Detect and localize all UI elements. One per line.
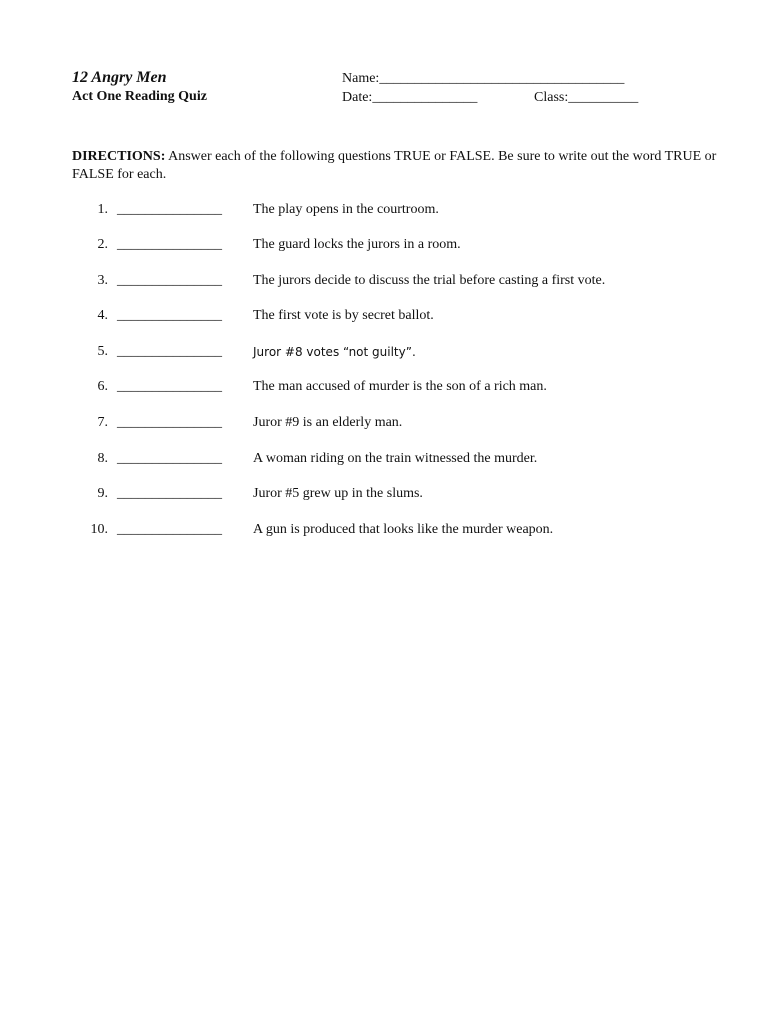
directions-paragraph (72, 148, 722, 184)
question-text: A gun is produced that looks like the murder weapon. (253, 522, 554, 537)
question-number: 5. (97, 344, 108, 359)
answer-blank[interactable]: _______________ (117, 308, 222, 323)
question-number: 10. (90, 522, 108, 537)
question-number: 9. (97, 486, 108, 501)
question-row (0, 449, 768, 469)
directions-label: DIRECTIONS: (72, 149, 166, 164)
question-text: The man accused of murder is the son of a rich man. (253, 379, 547, 394)
question-number: 3. (97, 273, 108, 288)
directions-text: Answer each of the following questions TRUE or FALSE. Be sure to write out the word TRUE or FALSE for each. (72, 149, 717, 182)
question-number: 4. (97, 308, 108, 323)
question-row (0, 413, 768, 433)
question-text: The first vote is by secret ballot. (253, 308, 434, 323)
answer-blank[interactable]: _______________ (117, 344, 222, 359)
question-number: 1. (97, 202, 108, 217)
question-row (0, 200, 768, 220)
question-text: Juror #5 grew up in the slums. (253, 486, 423, 501)
answer-blank[interactable]: _______________ (117, 379, 222, 394)
answer-blank[interactable]: _______________ (117, 202, 222, 217)
question-number: 8. (97, 451, 108, 466)
question-text: The play opens in the courtroom. (253, 202, 439, 217)
answer-blank[interactable]: _______________ (117, 486, 222, 501)
document-title: 12 Angry Men (72, 69, 167, 86)
answer-blank[interactable]: _______________ (117, 451, 222, 466)
question-text: A woman riding on the train witnessed the murder. (253, 451, 538, 466)
class-field[interactable]: Class:__________ (534, 90, 639, 105)
question-number: 6. (97, 379, 108, 394)
question-text: The guard locks the jurors in a room. (253, 237, 461, 252)
document-subtitle: Act One Reading Quiz (72, 89, 207, 104)
answer-blank[interactable]: _______________ (117, 273, 222, 288)
answer-blank[interactable]: _______________ (117, 415, 222, 430)
answer-blank[interactable]: _______________ (117, 237, 222, 252)
answer-blank[interactable]: _______________ (117, 522, 222, 537)
question-text: Juror #9 is an elderly man. (253, 415, 403, 430)
name-field[interactable]: Name:___________________________________ (342, 71, 625, 86)
question-row (0, 520, 768, 540)
question-row (0, 342, 768, 362)
question-row (0, 306, 768, 326)
date-field[interactable]: Date:_______________ (342, 90, 478, 105)
question-number: 2. (97, 237, 108, 252)
question-text: The jurors decide to discuss the trial before casting a first vote. (253, 273, 606, 288)
question-row (0, 377, 768, 397)
question-row (0, 484, 768, 504)
question-row (0, 235, 768, 255)
question-number: 7. (97, 415, 108, 430)
question-text: Juror #8 votes “not guilty”. (253, 345, 416, 359)
question-row (0, 271, 768, 291)
